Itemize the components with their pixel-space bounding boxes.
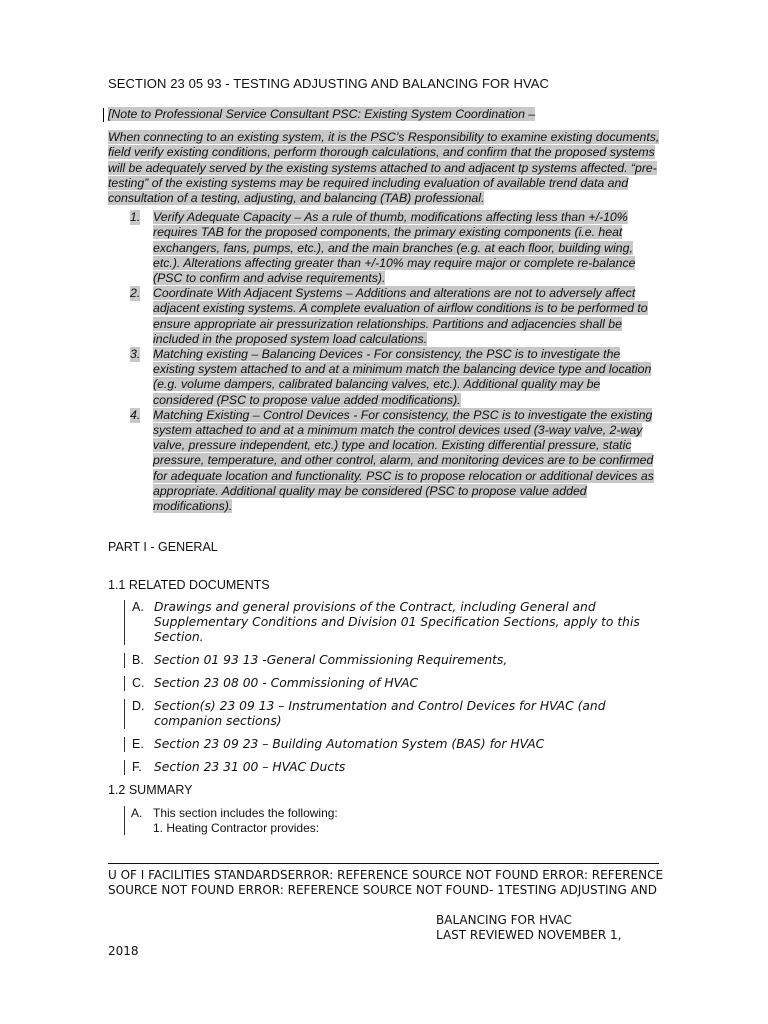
summary-subline: 1. Heating Contractor provides: — [153, 820, 320, 835]
item-letter: A. — [132, 600, 144, 614]
note-list-item — [108, 408, 660, 514]
related-documents-list — [124, 600, 664, 783]
footer-year: 2018 — [108, 944, 139, 958]
related-document-item — [124, 653, 664, 668]
item-text: Drawings and general provisions of the Contract, including General and Supplementary Conditions and Division 01 Specification Sections, apply to this Section. — [154, 600, 640, 644]
note-item-number: 1. — [130, 210, 141, 225]
note-heading: [Note to Professional Service Consultant PSC: Existing System Coordination – — [108, 107, 536, 121]
footer-reviewed: LAST REVIEWED NOVEMBER 1, — [436, 928, 622, 942]
note-item-text: Verify Adequate Capacity – As a rule of thumb, modifications affecting less than +/-10% requires TAB for the proposed components, the primary existing components (i.e. heat exchangers, fans, pumps, etc.), and the main branches (e.g. at each floor, building wing, etc.). Alterations affecting greater than +/-10% may require major or complete re-balance (PSC to confirm and advise requirements). — [153, 210, 636, 286]
note-paragraph-wrap — [108, 130, 660, 206]
note-item-text: Matching existing – Balancing Devices - For consistency, the PSC is to investigate the existing system attached to and at a minimum match the balancing device type and location (e.g. volume dampers, calibrated balancing valves, etc.). Additional quality may be considered (PSC to propose value added modifications). — [153, 347, 652, 407]
related-document-item — [124, 760, 664, 775]
note-list-item — [108, 286, 660, 347]
note-list-item — [108, 347, 660, 408]
item-text: Section(s) 23 09 13 – Instrumentation and Control Devices for HVAC (and companion sections) — [154, 699, 606, 728]
note-list — [108, 210, 660, 514]
item-text: Section 23 09 23 – Building Automation System (BAS) for HVAC — [154, 737, 545, 751]
related-document-item — [124, 737, 664, 752]
summary-letter: A. — [131, 806, 143, 820]
summary-heading: 1.2 SUMMARY — [108, 783, 193, 797]
related-document-item — [124, 600, 664, 645]
note-item-number: 3. — [130, 347, 141, 362]
summary-line: This section includes the following: — [153, 806, 338, 820]
item-text: Section 01 93 13 -General Commissioning Requirements, — [154, 653, 508, 667]
part-heading: PART I - GENERAL — [108, 540, 218, 554]
psc-note-block — [108, 107, 660, 514]
note-paragraph: When connecting to an existing system, it is the PSC’s Responsibility to examine existing documents, field verify existing conditions, perform thorough calculations, and confirm that the proposed systems will be adequately served by the existing systems attached to and adjacent tp systems affected. “pre-testing” of the existing systems may be required including evaluation of available trend data and consultation of a testing, adjusting, and balancing (TAB) professional. — [108, 130, 660, 206]
item-letter: D. — [132, 699, 145, 713]
item-letter: B. — [132, 653, 144, 667]
summary-item — [131, 806, 531, 821]
item-letter: E. — [132, 737, 144, 751]
note-item-number: 2. — [130, 286, 141, 301]
note-item-text: Matching Existing – Control Devices - For consistency, the PSC is to investigate the existing system attached to and at a minimum match the control devices used (3-way valve, 2-way valve, pressure independent, etc.) type and location. Existing differential pressure, static pressure, temperature, and other control, alarm, and monitoring devices are to be confirmed for adequate location and functionality. PSC is to propose relocation or additional devices as appropriate. Additional quality may be considered (PSC to propose value added modifications). — [153, 407, 654, 514]
note-item-text: Coordinate With Adjacent Systems – Additions and alterations are not to adversely affect adjacent existing systems. A complete evaluation of airflow conditions is to be performed to ensure appropriate air pressurization relationships. Partitions and adjacencies shall be included in the proposed system load calculations. — [153, 286, 648, 346]
footer-left: U OF I FACILITIES STANDARDSERROR: REFERENCE SOURCE NOT FOUND ERROR: REFERENCE SOURCE NOT FOUND ERROR: REFERENCE SOURCE NOT FOUND- 1TESTING ADJUSTING AND — [108, 868, 664, 898]
revision-bar — [103, 108, 104, 122]
note-list-item — [108, 210, 660, 286]
note-item-number: 4. — [130, 407, 141, 422]
item-letter: C. — [132, 676, 145, 690]
related-document-item — [124, 699, 664, 729]
section-title: SECTION 23 05 93 - TESTING ADJUSTING AND BALANCING FOR HVAC — [108, 76, 550, 91]
note-heading-line — [108, 107, 660, 122]
item-text: Section 23 31 00 – HVAC Ducts — [154, 760, 346, 774]
footer-title: BALANCING FOR HVAC — [436, 913, 572, 927]
summary-block — [124, 806, 531, 835]
related-document-item — [124, 676, 664, 691]
item-letter: F. — [132, 760, 142, 774]
item-text: Section 23 08 00 - Commissioning of HVAC — [154, 676, 419, 690]
related-documents-heading: 1.1 RELATED DOCUMENTS — [108, 578, 270, 592]
footer-rule — [108, 863, 659, 864]
summary-subitem — [131, 821, 531, 836]
